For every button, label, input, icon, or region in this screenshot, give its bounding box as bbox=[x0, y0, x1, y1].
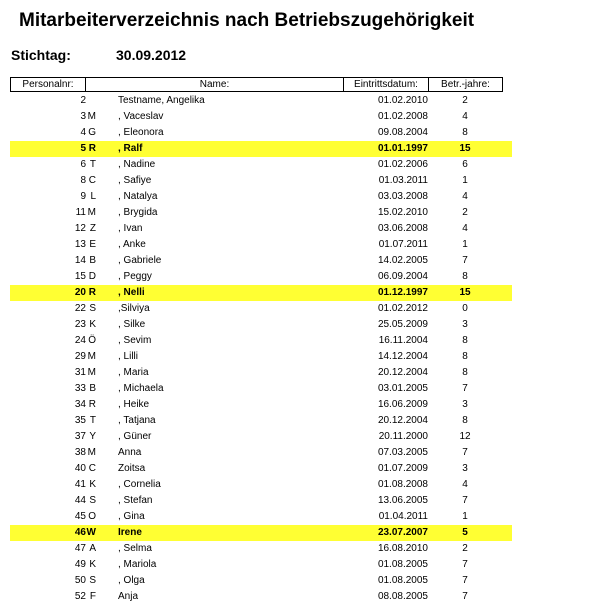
initial-cell: W bbox=[86, 527, 96, 538]
betriebsjahre-cell: 15 bbox=[459, 143, 471, 154]
eintrittsdatum-cell: 09.08.2004 bbox=[377, 127, 428, 138]
eintrittsdatum-cell: 15.02.2010 bbox=[377, 207, 428, 218]
betriebsjahre-cell: 3 bbox=[462, 399, 468, 410]
personalnr-cell: 44 bbox=[74, 495, 86, 506]
initial-cell: L bbox=[90, 191, 96, 202]
eintrittsdatum-cell: 16.11.2004 bbox=[378, 335, 428, 346]
personalnr-cell: 12 bbox=[74, 223, 86, 234]
table-row bbox=[0, 253, 600, 269]
personalnr-cell: 50 bbox=[74, 575, 86, 586]
eintrittsdatum-cell: 01.08.2008 bbox=[377, 479, 428, 490]
table-row bbox=[0, 477, 600, 493]
table-row bbox=[0, 493, 600, 509]
personalnr-cell: 5 bbox=[80, 143, 86, 154]
name-cell: , Ralf bbox=[118, 143, 143, 154]
initial-cell: K bbox=[89, 479, 96, 490]
personalnr-cell: 2 bbox=[80, 95, 86, 106]
table-row bbox=[0, 589, 600, 605]
eintrittsdatum-cell: 01.01.1997 bbox=[377, 143, 428, 154]
eintrittsdatum-cell: 03.06.2008 bbox=[377, 223, 428, 234]
header-name: Name: bbox=[85, 77, 344, 92]
personalnr-cell: 45 bbox=[74, 511, 86, 522]
betriebsjahre-cell: 0 bbox=[462, 303, 468, 314]
name-cell: , Vaceslav bbox=[118, 111, 164, 122]
betriebsjahre-cell: 15 bbox=[459, 287, 471, 298]
initial-cell: M bbox=[87, 367, 96, 378]
personalnr-cell: 20 bbox=[74, 287, 86, 298]
initial-cell: R bbox=[88, 399, 96, 410]
eintrittsdatum-cell: 03.01.2005 bbox=[377, 383, 428, 394]
name-cell: , Safiye bbox=[118, 175, 152, 186]
personalnr-cell: 3 bbox=[80, 111, 86, 122]
betriebsjahre-cell: 12 bbox=[459, 431, 471, 442]
initial-cell: K bbox=[89, 319, 96, 330]
name-cell: , Gina bbox=[118, 511, 145, 522]
initial-cell: S bbox=[89, 495, 96, 506]
betriebsjahre-cell: 4 bbox=[462, 223, 468, 234]
table-row bbox=[0, 173, 600, 189]
initial-cell: O bbox=[88, 511, 96, 522]
header-personalnr: Personalnr: bbox=[10, 77, 86, 92]
initial-cell: E bbox=[89, 239, 96, 250]
initial-cell: Y bbox=[89, 431, 96, 442]
table-row bbox=[0, 541, 600, 557]
name-cell: Anja bbox=[118, 591, 139, 602]
initial-cell: B bbox=[89, 383, 96, 394]
table-row-highlighted bbox=[10, 285, 512, 301]
eintrittsdatum-cell: 13.06.2005 bbox=[377, 495, 428, 506]
eintrittsdatum-cell: 20.12.2004 bbox=[377, 415, 428, 426]
initial-cell: K bbox=[89, 559, 96, 570]
personalnr-cell: 23 bbox=[74, 319, 86, 330]
name-cell: , Sevim bbox=[118, 335, 152, 346]
name-cell: , Gabriele bbox=[118, 255, 162, 266]
initial-cell: D bbox=[88, 271, 96, 282]
eintrittsdatum-cell: 07.03.2005 bbox=[377, 447, 428, 458]
initial-cell: T bbox=[89, 415, 96, 426]
name-cell: Irene bbox=[118, 527, 142, 538]
personalnr-cell: 52 bbox=[74, 591, 86, 602]
personalnr-cell: 14 bbox=[74, 255, 86, 266]
personalnr-cell: 33 bbox=[74, 383, 86, 394]
table-row bbox=[0, 301, 600, 317]
personalnr-cell: 47 bbox=[74, 543, 86, 554]
table-row bbox=[0, 109, 600, 125]
name-cell: , Natalya bbox=[118, 191, 158, 202]
initial-cell: C bbox=[88, 463, 96, 474]
personalnr-cell: 24 bbox=[74, 335, 86, 346]
personalnr-cell: 9 bbox=[80, 191, 86, 202]
name-cell: , Michaela bbox=[118, 383, 164, 394]
table-row bbox=[0, 317, 600, 333]
name-cell: , Brygida bbox=[118, 207, 158, 218]
name-cell: Zoitsa bbox=[118, 463, 146, 474]
personalnr-cell: 11 bbox=[75, 207, 86, 218]
table-row bbox=[0, 557, 600, 573]
name-cell: , Mariola bbox=[118, 559, 157, 570]
table-row bbox=[0, 349, 600, 365]
name-cell: , Ivan bbox=[118, 223, 143, 234]
eintrittsdatum-cell: 14.02.2005 bbox=[377, 255, 428, 266]
table-row bbox=[0, 221, 600, 237]
name-cell: , Silke bbox=[118, 319, 146, 330]
initial-cell: M bbox=[87, 447, 96, 458]
initial-cell: T bbox=[89, 159, 96, 170]
betriebsjahre-cell: 2 bbox=[462, 543, 468, 554]
table-row bbox=[0, 189, 600, 205]
name-cell: , Nelli bbox=[118, 287, 145, 298]
eintrittsdatum-cell: 08.08.2005 bbox=[377, 591, 428, 602]
header-betriebsjahre: Betr.-jahre: bbox=[428, 77, 503, 92]
table-row bbox=[0, 237, 600, 253]
betriebsjahre-cell: 1 bbox=[462, 511, 468, 522]
betriebsjahre-cell: 1 bbox=[462, 175, 468, 186]
eintrittsdatum-cell: 20.11.2000 bbox=[378, 431, 428, 442]
table-row bbox=[0, 205, 600, 221]
table-row bbox=[0, 397, 600, 413]
eintrittsdatum-cell: 01.12.1997 bbox=[377, 287, 428, 298]
name-cell: , Olga bbox=[118, 575, 145, 586]
initial-cell: R bbox=[88, 143, 96, 154]
initial-cell: M bbox=[87, 111, 96, 122]
personalnr-cell: 34 bbox=[74, 399, 86, 410]
betriebsjahre-cell: 2 bbox=[462, 207, 468, 218]
personalnr-cell: 15 bbox=[74, 271, 86, 282]
betriebsjahre-cell: 7 bbox=[462, 447, 468, 458]
stichtag-label: Stichtag: bbox=[11, 47, 71, 63]
table-row bbox=[0, 157, 600, 173]
eintrittsdatum-cell: 01.02.2006 bbox=[377, 159, 428, 170]
initial-cell: S bbox=[89, 303, 96, 314]
betriebsjahre-cell: 8 bbox=[462, 351, 468, 362]
betriebsjahre-cell: 8 bbox=[462, 271, 468, 282]
betriebsjahre-cell: 3 bbox=[462, 319, 468, 330]
table-row bbox=[0, 333, 600, 349]
personalnr-cell: 38 bbox=[74, 447, 86, 458]
eintrittsdatum-cell: 16.08.2010 bbox=[377, 543, 428, 554]
eintrittsdatum-cell: 01.03.2011 bbox=[378, 175, 428, 186]
name-cell: , Maria bbox=[118, 367, 149, 378]
betriebsjahre-cell: 7 bbox=[462, 495, 468, 506]
table-row bbox=[0, 413, 600, 429]
name-cell: , Tatjana bbox=[118, 415, 156, 426]
personalnr-cell: 41 bbox=[74, 479, 86, 490]
table-row-highlighted bbox=[10, 525, 512, 541]
table-row bbox=[0, 509, 600, 525]
betriebsjahre-cell: 8 bbox=[462, 415, 468, 426]
initial-cell: G bbox=[88, 127, 96, 138]
betriebsjahre-cell: 8 bbox=[462, 367, 468, 378]
personalnr-cell: 4 bbox=[80, 127, 86, 138]
eintrittsdatum-cell: 03.03.2008 bbox=[377, 191, 428, 202]
eintrittsdatum-cell: 01.04.2011 bbox=[378, 511, 428, 522]
initial-cell: R bbox=[88, 287, 96, 298]
initial-cell: F bbox=[89, 591, 96, 602]
name-cell: Testname, Angelika bbox=[118, 95, 205, 106]
stichtag-value: 30.09.2012 bbox=[116, 47, 187, 63]
initial-cell: M bbox=[87, 351, 96, 362]
employee-table-body bbox=[0, 93, 600, 605]
betriebsjahre-cell: 7 bbox=[462, 591, 468, 602]
personalnr-cell: 40 bbox=[74, 463, 86, 474]
name-cell: , Nadine bbox=[118, 159, 156, 170]
name-cell: , Stefan bbox=[118, 495, 153, 506]
eintrittsdatum-cell: 23.07.2007 bbox=[377, 527, 428, 538]
personalnr-cell: 13 bbox=[74, 239, 86, 250]
header-eintrittsdatum: Eintrittsdatum: bbox=[343, 77, 429, 92]
betriebsjahre-cell: 4 bbox=[462, 479, 468, 490]
personalnr-cell: 29 bbox=[74, 351, 86, 362]
table-row bbox=[0, 381, 600, 397]
betriebsjahre-cell: 7 bbox=[462, 559, 468, 570]
name-cell: , Selma bbox=[118, 543, 152, 554]
personalnr-cell: 6 bbox=[80, 159, 86, 170]
betriebsjahre-cell: 6 bbox=[462, 159, 468, 170]
name-cell: Anna bbox=[118, 447, 142, 458]
betriebsjahre-cell: 3 bbox=[462, 463, 468, 474]
table-row bbox=[0, 461, 600, 477]
eintrittsdatum-cell: 01.08.2005 bbox=[377, 559, 428, 570]
initial-cell: C bbox=[88, 175, 96, 186]
personalnr-cell: 35 bbox=[74, 415, 86, 426]
initial-cell: Z bbox=[89, 223, 96, 234]
eintrittsdatum-cell: 01.08.2005 bbox=[377, 575, 428, 586]
eintrittsdatum-cell: 14.12.2004 bbox=[377, 351, 428, 362]
betriebsjahre-cell: 8 bbox=[462, 335, 468, 346]
personalnr-cell: 22 bbox=[74, 303, 86, 314]
name-cell: , Cornelia bbox=[118, 479, 161, 490]
name-cell: , Lilli bbox=[118, 351, 139, 362]
table-row bbox=[0, 93, 600, 109]
personalnr-cell: 8 bbox=[80, 175, 86, 186]
name-cell: ,Silviya bbox=[118, 303, 150, 314]
initial-cell: B bbox=[89, 255, 96, 266]
personalnr-cell: 46 bbox=[74, 527, 86, 538]
personalnr-cell: 49 bbox=[74, 559, 86, 570]
table-row bbox=[0, 365, 600, 381]
table-row bbox=[0, 429, 600, 445]
eintrittsdatum-cell: 01.02.2010 bbox=[377, 95, 428, 106]
table-row-highlighted bbox=[10, 141, 512, 157]
name-cell: , Eleonora bbox=[118, 127, 164, 138]
table-row bbox=[0, 269, 600, 285]
eintrittsdatum-cell: 20.12.2004 bbox=[377, 367, 428, 378]
initial-cell: A bbox=[89, 543, 96, 554]
page-title: Mitarbeiterverzeichnis nach Betriebszugehörigkeit bbox=[19, 10, 475, 31]
betriebsjahre-cell: 8 bbox=[462, 127, 468, 138]
eintrittsdatum-cell: 16.06.2009 bbox=[377, 399, 428, 410]
eintrittsdatum-cell: 01.07.2009 bbox=[377, 463, 428, 474]
initial-cell: Ö bbox=[88, 335, 96, 346]
betriebsjahre-cell: 5 bbox=[462, 527, 468, 538]
eintrittsdatum-cell: 25.05.2009 bbox=[377, 319, 428, 330]
betriebsjahre-cell: 7 bbox=[462, 255, 468, 266]
initial-cell: M bbox=[87, 207, 96, 218]
betriebsjahre-cell: 7 bbox=[462, 383, 468, 394]
betriebsjahre-cell: 7 bbox=[462, 575, 468, 586]
betriebsjahre-cell: 4 bbox=[462, 191, 468, 202]
name-cell: , Anke bbox=[118, 239, 146, 250]
table-row bbox=[0, 573, 600, 589]
betriebsjahre-cell: 2 bbox=[462, 95, 468, 106]
table-row bbox=[0, 445, 600, 461]
personalnr-cell: 31 bbox=[74, 367, 86, 378]
eintrittsdatum-cell: 06.09.2004 bbox=[377, 271, 428, 282]
initial-cell: S bbox=[89, 575, 96, 586]
table-row bbox=[0, 125, 600, 141]
eintrittsdatum-cell: 01.02.2012 bbox=[377, 303, 428, 314]
name-cell: , Peggy bbox=[118, 271, 152, 282]
name-cell: , Güner bbox=[118, 431, 152, 442]
eintrittsdatum-cell: 01.02.2008 bbox=[377, 111, 428, 122]
personalnr-cell: 37 bbox=[74, 431, 86, 442]
name-cell: , Heike bbox=[118, 399, 150, 410]
eintrittsdatum-cell: 01.07.2011 bbox=[378, 239, 428, 250]
betriebsjahre-cell: 1 bbox=[462, 239, 468, 250]
betriebsjahre-cell: 4 bbox=[462, 111, 468, 122]
